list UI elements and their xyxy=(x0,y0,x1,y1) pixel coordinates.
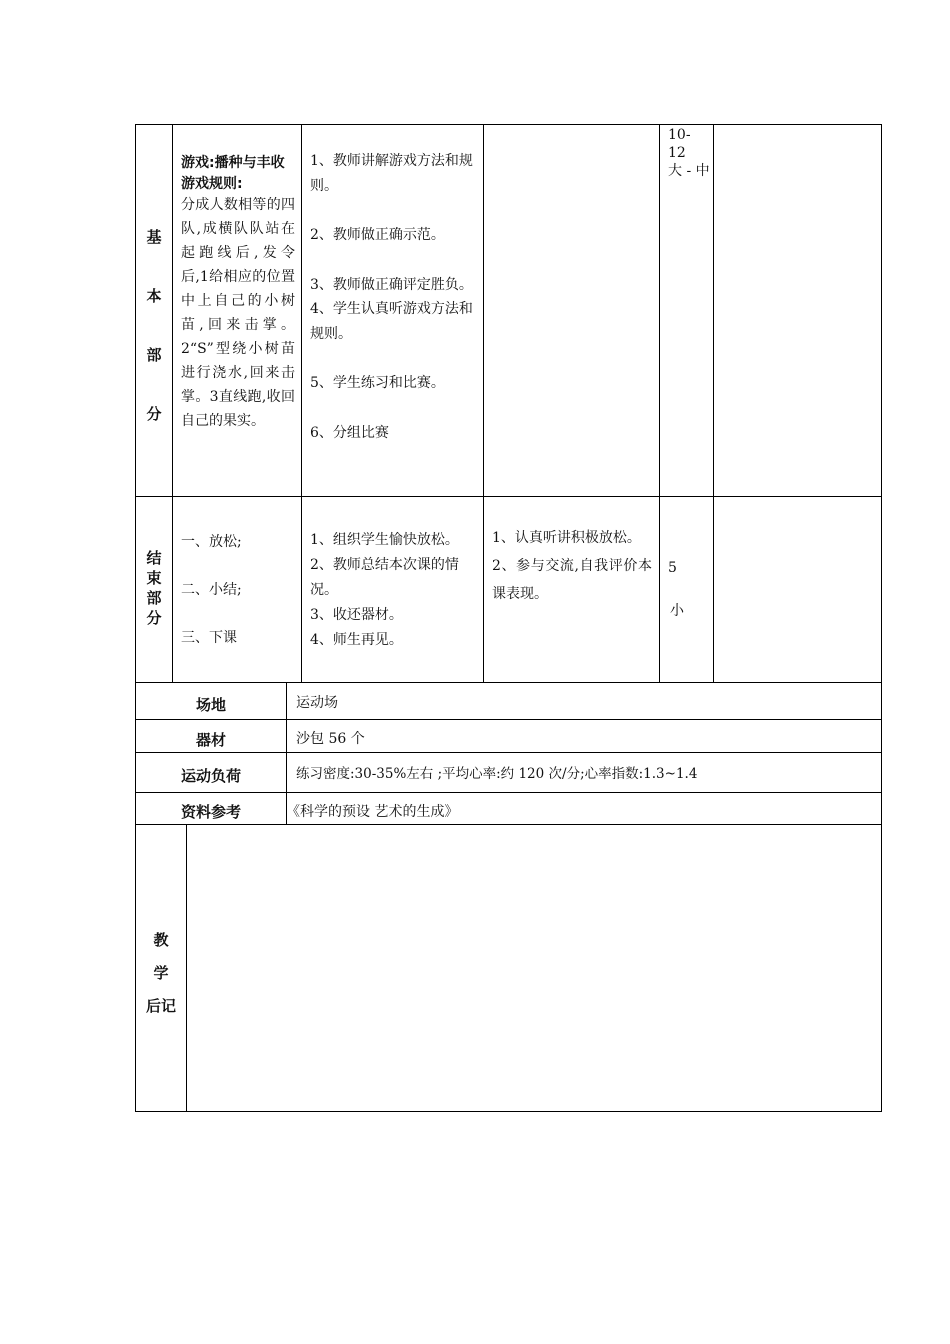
table-divider xyxy=(713,124,714,683)
load-label: 运动负荷 xyxy=(180,767,241,785)
teacher-item: 2、教师做正确示范。 xyxy=(310,227,445,243)
end-section-teacher xyxy=(310,528,480,653)
teacher-item: 3、教师做正确评定胜负。 xyxy=(310,276,473,293)
end-section-student xyxy=(492,524,652,608)
content-item: 二、小结; xyxy=(181,582,242,598)
end-section-time: 5 xyxy=(668,560,677,576)
label-char: 分 xyxy=(146,405,162,423)
table-divider xyxy=(135,682,882,683)
basic-section-content xyxy=(181,151,295,433)
teacher-item: 4、师生再见。 xyxy=(310,632,403,648)
table-divider xyxy=(659,124,660,683)
venue-label: 场地 xyxy=(195,696,226,714)
time-value: 10-12 xyxy=(668,127,691,161)
table-divider xyxy=(186,824,187,1112)
intensity-value: 大 - 中 xyxy=(668,163,710,179)
student-item: 1、认真听讲积极放松。 xyxy=(492,530,641,546)
teacher-item: 1、教师讲解游戏方法和规则。 xyxy=(310,153,473,194)
basic-section-time xyxy=(668,126,710,180)
content-item: 三、下课 xyxy=(181,630,237,646)
table-divider xyxy=(301,124,302,683)
game-rules-text: 分成人数相等的四队,成横队队站在起跑线后,发令后,1给相应的位置中上自己的小树苗,回来击掌。2“S”型绕小树苗进行浇水,回来击掌。3直线跑,收回自己的果实。 xyxy=(181,196,295,429)
table-border-bottom xyxy=(135,1111,882,1112)
teacher-item: 3、收还器材。 xyxy=(310,607,403,623)
table-border-right xyxy=(881,124,882,1112)
end-section-intensity: 小 xyxy=(670,603,684,619)
reference-label: 资料参考 xyxy=(180,803,241,821)
label-char: 分 xyxy=(146,609,162,627)
table-divider xyxy=(135,752,882,753)
teacher-item: 5、学生练习和比赛。 xyxy=(310,375,445,391)
teacher-item: 1、组织学生愉快放松。 xyxy=(310,532,459,548)
table-divider xyxy=(135,824,882,825)
basic-section-teacher xyxy=(310,149,478,445)
table-divider xyxy=(135,792,882,793)
label-char: 基 xyxy=(146,228,162,246)
label-char: 后记 xyxy=(145,997,176,1015)
teacher-item: 2、教师总结本次课的情况。 xyxy=(310,557,459,598)
label-char: 结 xyxy=(146,549,162,567)
table-divider xyxy=(135,719,882,720)
end-section-content xyxy=(181,530,295,650)
label-char: 教 xyxy=(153,931,169,949)
table-border-top xyxy=(135,124,882,125)
reference-value: 《科学的预设 艺术的生成》 xyxy=(286,804,459,820)
label-char: 束 xyxy=(146,569,162,587)
game-title: 游戏:播种与丰收 xyxy=(181,155,285,171)
label-char: 部 xyxy=(146,589,162,607)
label-char: 部 xyxy=(146,346,162,364)
equipment-value: 沙包 56 个 xyxy=(296,731,365,747)
teacher-item: 6、分组比赛 xyxy=(310,424,389,441)
student-item: 2、参与交流,自我评价本课表现。 xyxy=(492,558,652,602)
reflection-label xyxy=(136,929,186,1016)
label-char: 本 xyxy=(146,287,162,305)
table-divider xyxy=(483,124,484,683)
table-divider xyxy=(172,124,173,683)
equipment-label: 器材 xyxy=(195,731,226,749)
load-value: 练习密度:30-35%左右 ;平均心率:约 120 次/分;心率指数:1.3~1.4 xyxy=(296,766,698,782)
table-divider xyxy=(135,496,882,497)
label-char: 学 xyxy=(153,964,169,982)
basic-section-label xyxy=(136,226,172,424)
end-section-label xyxy=(136,548,172,628)
game-rules-label: 游戏规则: xyxy=(181,175,243,192)
content-item: 一、放松; xyxy=(181,534,242,550)
venue-value: 运动场 xyxy=(296,695,338,711)
teacher-item: 4、学生认真听游戏方法和规则。 xyxy=(310,301,473,342)
